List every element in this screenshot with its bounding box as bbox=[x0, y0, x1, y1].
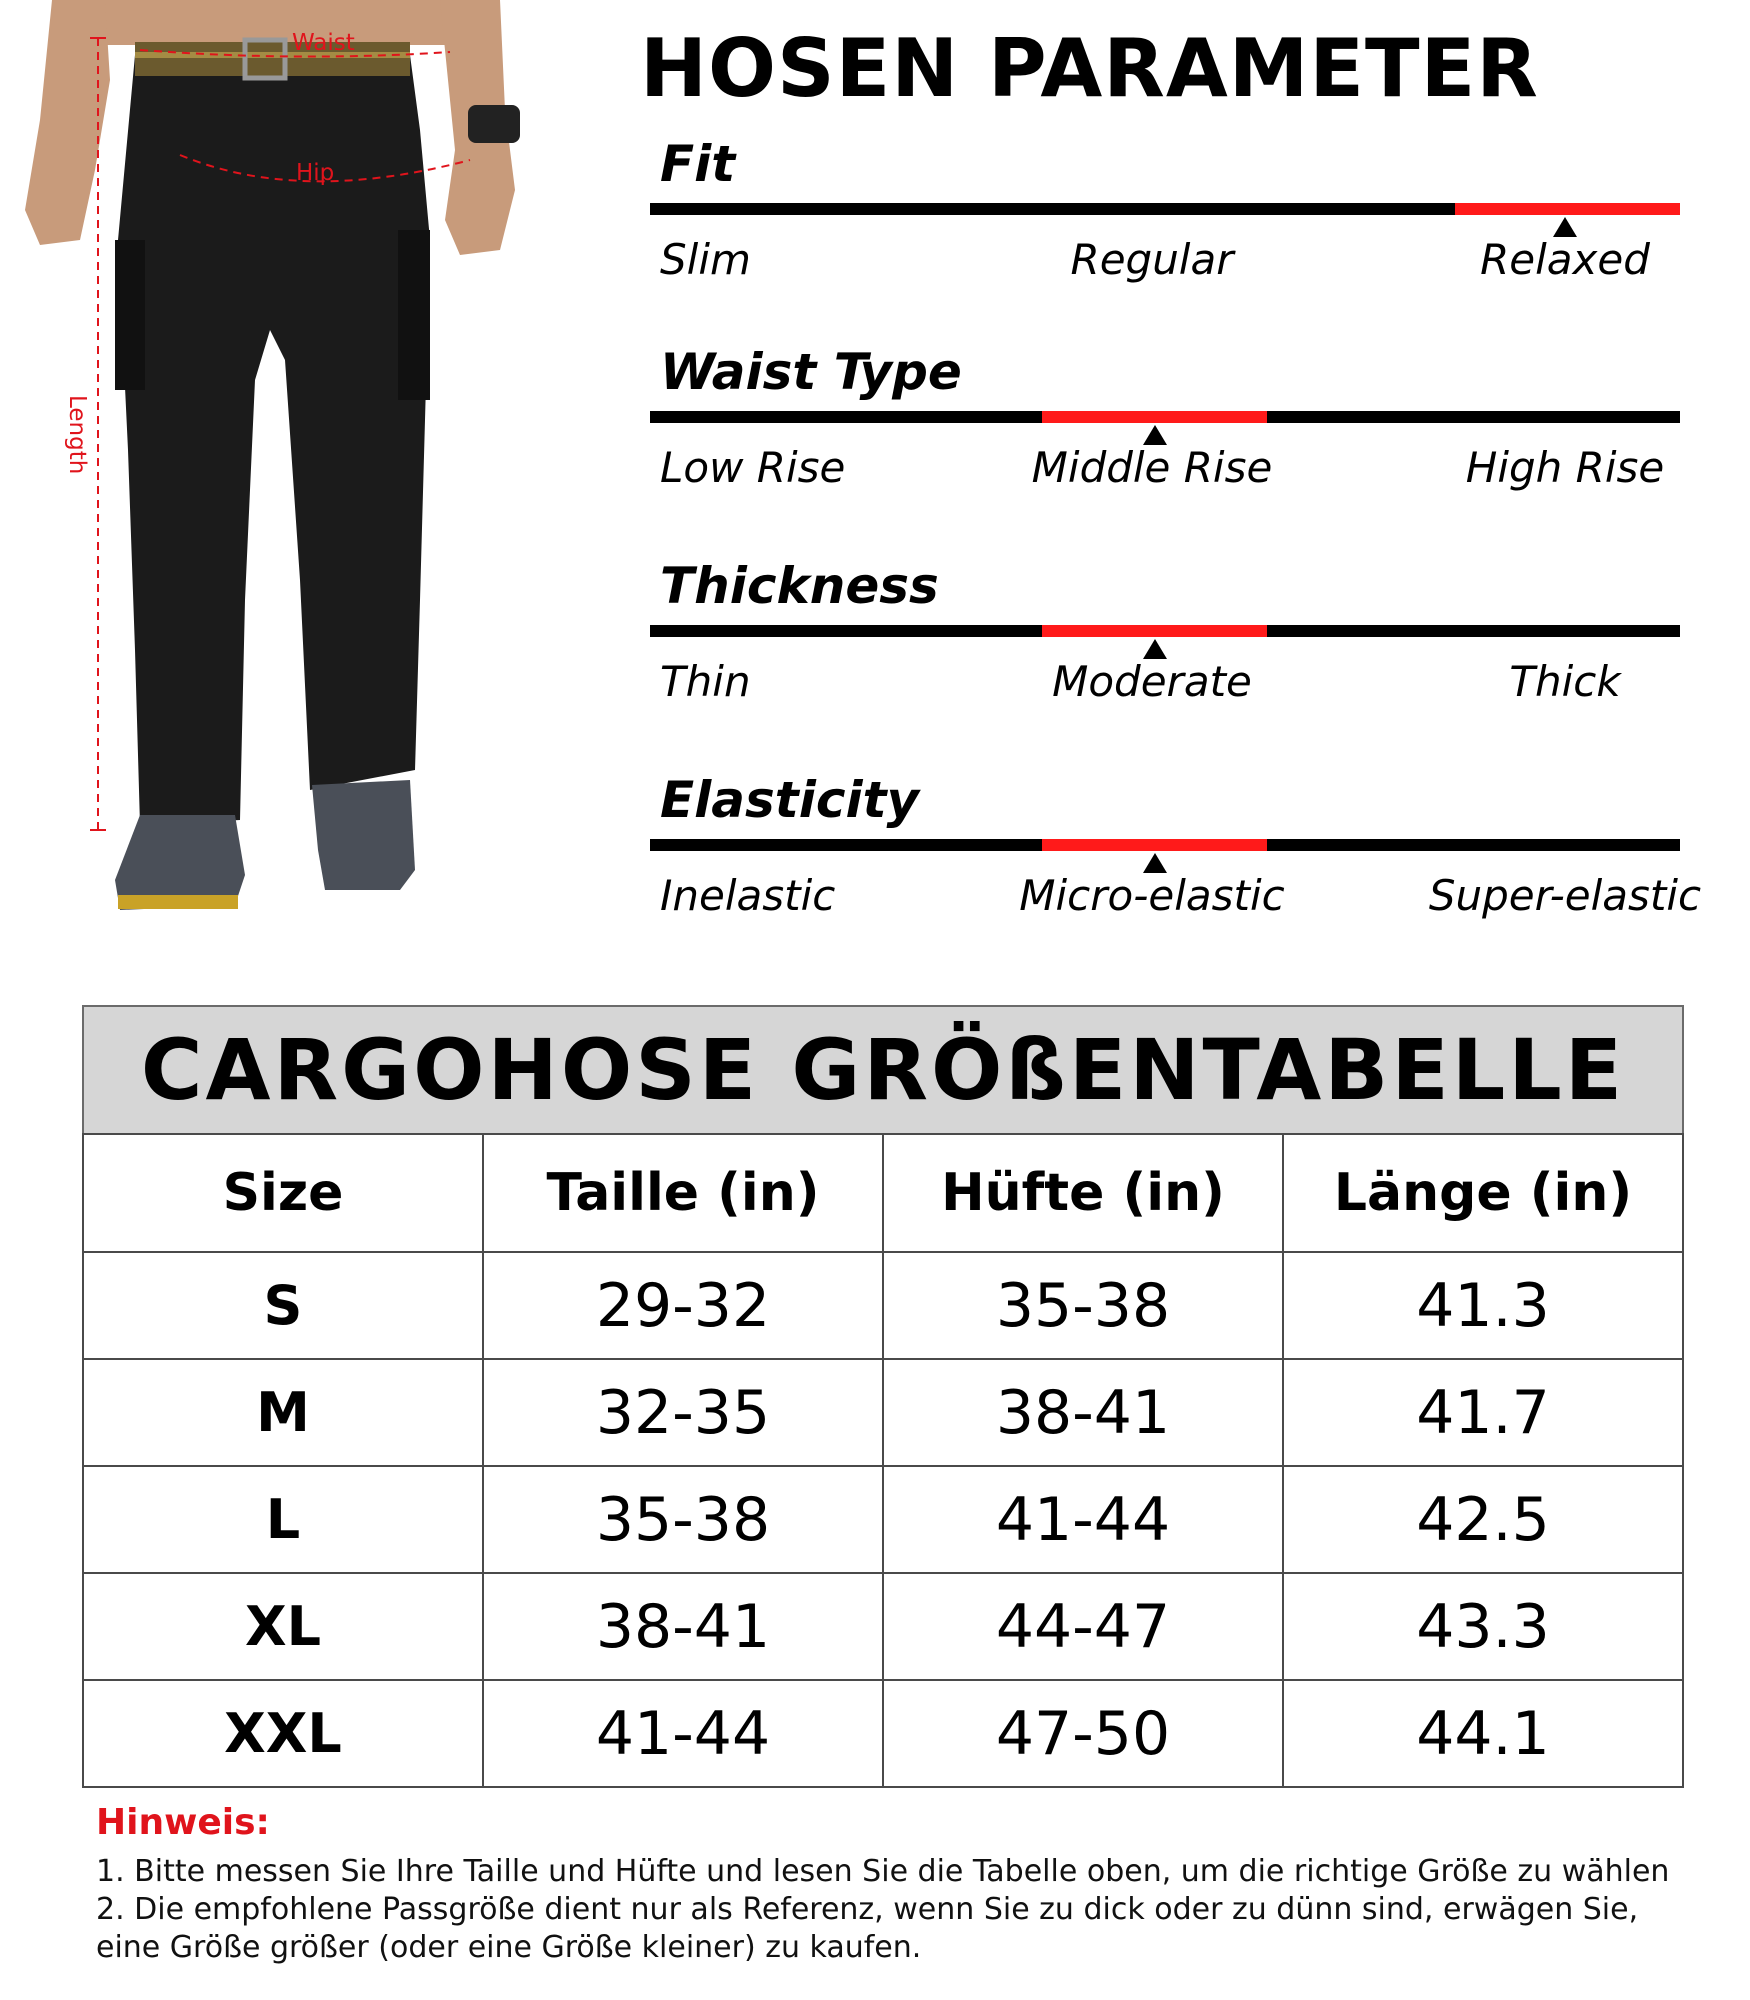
fit-scale-bar bbox=[650, 203, 1680, 215]
elasticity-label-micro: Micro-elastic bbox=[1019, 871, 1285, 920]
fit-marker-icon bbox=[1553, 217, 1577, 237]
parameters-title: HOSEN PARAMETER bbox=[640, 22, 1539, 115]
waist-cell: 29-32 bbox=[483, 1252, 883, 1359]
waist-type-label-middle: Middle Rise bbox=[1031, 443, 1273, 492]
param-group-thickness bbox=[640, 557, 1740, 767]
right-shoe-shape bbox=[312, 780, 415, 890]
elasticity-label-inelastic: Inelastic bbox=[660, 871, 836, 920]
waist-cell: 32-35 bbox=[483, 1359, 883, 1466]
waist-type-marker-icon bbox=[1143, 425, 1167, 445]
waist-cell: 38-41 bbox=[483, 1573, 883, 1680]
note-line: 1. Bitte messen Sie Ihre Taille und Hüfte und lesen Sie die Tabelle oben, um die richtige Größe zu wählen bbox=[96, 1854, 1670, 1889]
fit-selected-segment bbox=[1455, 203, 1680, 215]
column-header-waist: Taille (in) bbox=[483, 1134, 883, 1252]
size-table bbox=[82, 1133, 1684, 1788]
thickness-selected-segment bbox=[1042, 625, 1267, 637]
waist-type-label-high: High Rise bbox=[1465, 443, 1665, 492]
waist-cell: 35-38 bbox=[483, 1466, 883, 1573]
size-cell: M bbox=[83, 1359, 483, 1466]
thickness-label-moderate: Moderate bbox=[1052, 657, 1252, 706]
left-cargo-pocket-shape bbox=[115, 240, 145, 390]
size-cell: XXL bbox=[83, 1680, 483, 1787]
column-header-hip: Hüfte (in) bbox=[883, 1134, 1283, 1252]
elasticity-label-super: Super-elastic bbox=[1428, 871, 1702, 920]
length-label: Length bbox=[64, 395, 90, 475]
waist-label: Waist bbox=[292, 30, 355, 56]
table-row bbox=[83, 1359, 1683, 1466]
note-line: eine Größe größer (oder eine Größe kleiner) zu kaufen. bbox=[96, 1930, 922, 1965]
hip-cell: 47-50 bbox=[883, 1680, 1283, 1787]
fit-label-relaxed: Relaxed bbox=[1480, 235, 1650, 284]
waist-cell: 41-44 bbox=[483, 1680, 883, 1787]
length-cell: 41.3 bbox=[1283, 1252, 1683, 1359]
size-cell: XL bbox=[83, 1573, 483, 1680]
hip-cell: 35-38 bbox=[883, 1252, 1283, 1359]
elasticity-marker-icon bbox=[1143, 853, 1167, 873]
waist-type-label-low: Low Rise bbox=[660, 443, 846, 492]
size-chart-title: CARGOHOSE GRÖßENTABELLE bbox=[82, 1005, 1684, 1133]
param-group-fit bbox=[640, 135, 1740, 345]
left-shoe-sole-shape bbox=[118, 895, 238, 909]
cargo-pants-illustration bbox=[0, 0, 560, 960]
hip-cell: 41-44 bbox=[883, 1466, 1283, 1573]
table-row bbox=[83, 1252, 1683, 1359]
pants-shape bbox=[118, 55, 430, 825]
hip-label: Hip bbox=[296, 160, 335, 186]
pants-parameters-panel bbox=[640, 0, 1740, 960]
waist-type-selected-segment bbox=[1042, 411, 1267, 423]
hip-cell: 38-41 bbox=[883, 1359, 1283, 1466]
watch-shape bbox=[468, 105, 520, 143]
table-header-row bbox=[83, 1134, 1683, 1252]
model-figure bbox=[0, 0, 560, 960]
fit-label-regular: Regular bbox=[1070, 235, 1234, 284]
param-name: Waist Type bbox=[660, 343, 962, 401]
table-row bbox=[83, 1466, 1683, 1573]
size-chart bbox=[82, 1005, 1684, 1788]
size-cell: S bbox=[83, 1252, 483, 1359]
length-cell: 43.3 bbox=[1283, 1573, 1683, 1680]
waist-type-scale-bar bbox=[650, 411, 1680, 423]
param-name: Thickness bbox=[660, 557, 939, 615]
length-cell: 42.5 bbox=[1283, 1466, 1683, 1573]
note-line: 2. Die empfohlene Passgröße dient nur als Referenz, wenn Sie zu dick oder zu dünn sind, erwägen Sie, bbox=[96, 1892, 1639, 1927]
param-name: Elasticity bbox=[660, 771, 920, 829]
table-row bbox=[83, 1573, 1683, 1680]
param-name: Fit bbox=[660, 135, 736, 193]
length-cell: 41.7 bbox=[1283, 1359, 1683, 1466]
length-cell: 44.1 bbox=[1283, 1680, 1683, 1787]
param-group-waist-type bbox=[640, 343, 1740, 553]
thickness-label-thin: Thin bbox=[660, 657, 751, 706]
param-group-elasticity bbox=[640, 771, 1740, 981]
elasticity-scale-bar bbox=[650, 839, 1680, 851]
fit-label-slim: Slim bbox=[660, 235, 751, 284]
thickness-label-thick: Thick bbox=[1509, 657, 1621, 706]
right-cargo-pocket-shape bbox=[398, 230, 430, 400]
thickness-scale-bar bbox=[650, 625, 1680, 637]
table-row bbox=[83, 1680, 1683, 1787]
notes-heading: Hinweis: bbox=[96, 1802, 270, 1843]
thickness-marker-icon bbox=[1143, 639, 1167, 659]
belt-shape bbox=[135, 42, 410, 76]
column-header-size: Size bbox=[83, 1134, 483, 1252]
elasticity-selected-segment bbox=[1042, 839, 1267, 851]
notes-section bbox=[96, 1802, 1696, 1967]
size-cell: L bbox=[83, 1466, 483, 1573]
column-header-length: Länge (in) bbox=[1283, 1134, 1683, 1252]
hip-cell: 44-47 bbox=[883, 1573, 1283, 1680]
